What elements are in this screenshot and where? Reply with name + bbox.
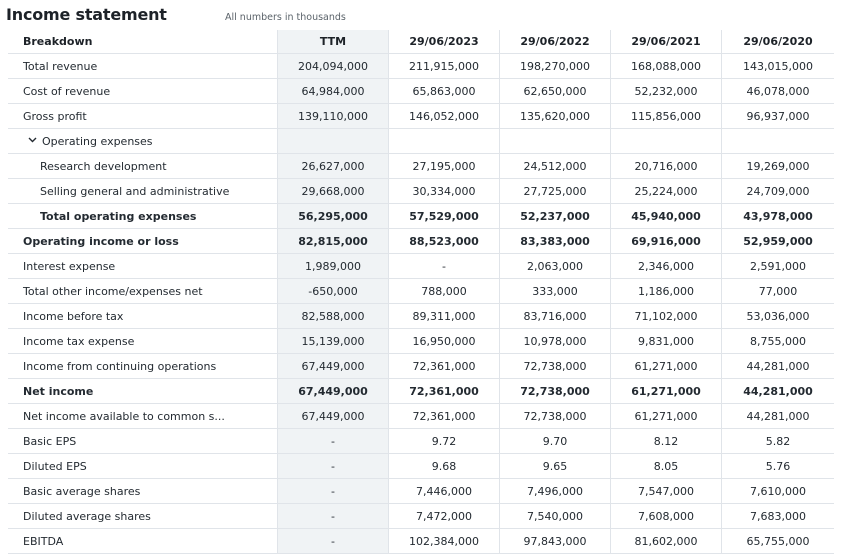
column-header-2022: 29/06/2022 — [500, 30, 611, 53]
value-cell: 43,978,000 — [743, 209, 813, 223]
value-cell: 65,863,000 — [389, 79, 500, 103]
value-cell: 1,989,000 — [278, 254, 389, 278]
value-cell: 8,755,000 — [750, 334, 806, 348]
value-cell: 7,472,000 — [389, 504, 500, 528]
table-row — [8, 79, 834, 104]
value-cell: 25,224,000 — [611, 179, 722, 203]
value-cell: 8.12 — [611, 429, 722, 453]
value-cell: 52,959,000 — [743, 234, 813, 248]
table-row — [8, 479, 834, 504]
value-cell: 83,383,000 — [500, 229, 611, 253]
value-cell: 81,602,000 — [611, 529, 722, 553]
row-label-text: Diluted average shares — [23, 509, 151, 523]
value-cell: 24,709,000 — [746, 184, 810, 198]
value-cell: 211,915,000 — [389, 54, 500, 78]
row-label — [8, 379, 278, 403]
value-cell: 5.82 — [765, 434, 791, 448]
chevron-down-icon[interactable] — [28, 136, 40, 146]
table-row — [8, 429, 834, 454]
table-row — [8, 529, 834, 554]
value-cell: 44,281,000 — [746, 409, 810, 423]
value-cell: 72,738,000 — [500, 379, 611, 403]
value-cell: - — [278, 454, 389, 478]
value-cell: 8.05 — [611, 454, 722, 478]
value-cell: 5.76 — [765, 459, 791, 473]
value-cell: - — [278, 529, 389, 553]
value-cell: 44,281,000 — [743, 384, 813, 398]
table-row[interactable] — [8, 129, 834, 154]
row-label — [8, 404, 278, 428]
value-cell: 61,271,000 — [611, 379, 722, 403]
value-cell: 89,311,000 — [389, 304, 500, 328]
row-label — [8, 429, 278, 453]
value-cell: 2,063,000 — [500, 254, 611, 278]
value-cell: 52,237,000 — [500, 204, 611, 228]
row-label-text: Operating expenses — [42, 134, 153, 148]
value-cell: 10,978,000 — [500, 329, 611, 353]
value-cell: 7,608,000 — [611, 504, 722, 528]
row-label — [8, 304, 278, 328]
value-cell: 27,725,000 — [500, 179, 611, 203]
value-cell: 143,015,000 — [743, 59, 813, 73]
value-cell: 9,831,000 — [611, 329, 722, 353]
value-cell: 16,950,000 — [389, 329, 500, 353]
table-row — [8, 454, 834, 479]
row-label-text: Net income — [23, 384, 94, 398]
table-row — [8, 504, 834, 529]
row-label[interactable] — [8, 129, 278, 153]
row-label — [8, 204, 278, 228]
value-cell: 83,716,000 — [500, 304, 611, 328]
row-label-text: Diluted EPS — [23, 459, 87, 473]
value-cell: 9.70 — [500, 429, 611, 453]
table-row — [8, 54, 834, 79]
row-label — [8, 454, 278, 478]
column-header-ttm: TTM — [278, 30, 389, 53]
value-cell: 72,738,000 — [500, 354, 611, 378]
column-header-2020: 29/06/2020 — [743, 35, 813, 48]
value-cell: 77,000 — [758, 284, 798, 298]
table-header-row — [8, 30, 834, 54]
value-cell: 45,940,000 — [611, 204, 722, 228]
row-label-text: Net income available to common s... — [23, 409, 225, 423]
value-cell: 7,496,000 — [500, 479, 611, 503]
value-cell: 204,094,000 — [278, 54, 389, 78]
units-note: All numbers in thousands — [225, 12, 346, 23]
row-label — [8, 529, 278, 553]
row-label — [8, 354, 278, 378]
value-cell: 7,610,000 — [750, 484, 806, 498]
row-label-text: Total other income/expenses net — [23, 284, 203, 298]
value-cell: 97,843,000 — [500, 529, 611, 553]
column-header-breakdown: Breakdown — [8, 30, 278, 53]
value-cell: - — [278, 504, 389, 528]
value-cell: 56,295,000 — [278, 204, 389, 228]
value-cell: 2,591,000 — [750, 259, 806, 273]
value-cell — [500, 129, 611, 153]
value-cell: 62,650,000 — [500, 79, 611, 103]
value-cell: 57,529,000 — [389, 204, 500, 228]
value-cell: 46,078,000 — [746, 84, 810, 98]
value-cell: 788,000 — [389, 279, 500, 303]
row-label-text: Cost of revenue — [23, 84, 111, 98]
value-cell: 20,716,000 — [611, 154, 722, 178]
value-cell — [389, 129, 500, 153]
value-cell: 139,110,000 — [278, 104, 389, 128]
value-cell: 19,269,000 — [746, 159, 810, 173]
row-label — [8, 479, 278, 503]
income-statement-table — [8, 30, 834, 554]
value-cell — [722, 129, 834, 153]
value-cell: 88,523,000 — [389, 229, 500, 253]
value-cell: 115,856,000 — [611, 104, 722, 128]
value-cell: - — [278, 429, 389, 453]
value-cell: 69,916,000 — [611, 229, 722, 253]
row-label-text: Total operating expenses — [40, 209, 197, 223]
value-cell: 72,361,000 — [389, 354, 500, 378]
value-cell: 2,346,000 — [611, 254, 722, 278]
value-cell: 9.68 — [389, 454, 500, 478]
table-row — [8, 229, 834, 254]
value-cell: 71,102,000 — [611, 304, 722, 328]
table-row — [8, 354, 834, 379]
value-cell: 29,668,000 — [278, 179, 389, 203]
value-cell: 64,984,000 — [278, 79, 389, 103]
row-label-text: Research development — [40, 159, 167, 173]
row-label — [8, 104, 278, 128]
value-cell: 7,547,000 — [611, 479, 722, 503]
page-header — [6, 0, 836, 30]
value-cell: 1,186,000 — [611, 279, 722, 303]
column-header-2021: 29/06/2021 — [611, 30, 722, 53]
page-title: Income statement — [6, 5, 167, 24]
row-label-text: Income from continuing operations — [23, 359, 217, 373]
value-cell: 7,683,000 — [750, 509, 806, 523]
row-label — [8, 154, 278, 178]
row-label — [8, 79, 278, 103]
value-cell: -650,000 — [278, 279, 389, 303]
value-cell: 82,588,000 — [278, 304, 389, 328]
value-cell: 9.65 — [500, 454, 611, 478]
table-row — [8, 154, 834, 179]
value-cell: 72,361,000 — [389, 404, 500, 428]
row-label-text: Income before tax — [23, 309, 124, 323]
value-cell: 27,195,000 — [389, 154, 500, 178]
table-row — [8, 404, 834, 429]
value-cell: 44,281,000 — [746, 359, 810, 373]
column-header-2023: 29/06/2023 — [389, 30, 500, 53]
table-row — [8, 204, 834, 229]
value-cell — [278, 129, 389, 153]
row-label — [8, 179, 278, 203]
value-cell: 102,384,000 — [389, 529, 500, 553]
value-cell: 65,755,000 — [746, 534, 810, 548]
value-cell: 135,620,000 — [500, 104, 611, 128]
value-cell: 82,815,000 — [278, 229, 389, 253]
value-cell: 67,449,000 — [278, 404, 389, 428]
value-cell: 53,036,000 — [746, 309, 810, 323]
table-row — [8, 179, 834, 204]
row-label-text: Selling general and administrative — [40, 184, 230, 198]
row-label — [8, 279, 278, 303]
row-label-text: Interest expense — [23, 259, 116, 273]
value-cell — [611, 129, 722, 153]
value-cell: 7,540,000 — [500, 504, 611, 528]
value-cell: - — [278, 479, 389, 503]
value-cell: 72,738,000 — [500, 404, 611, 428]
table-row — [8, 329, 834, 354]
row-label — [8, 504, 278, 528]
table-row — [8, 304, 834, 329]
value-cell: 333,000 — [500, 279, 611, 303]
row-label-text: Gross profit — [23, 109, 87, 123]
value-cell: 67,449,000 — [278, 379, 389, 403]
row-label — [8, 229, 278, 253]
value-cell: 168,088,000 — [611, 54, 722, 78]
row-label-text: Basic average shares — [23, 484, 141, 498]
value-cell: 96,937,000 — [746, 109, 810, 123]
row-label-text: Income tax expense — [23, 334, 135, 348]
row-label — [8, 54, 278, 78]
table-row — [8, 104, 834, 129]
value-cell: 61,271,000 — [611, 354, 722, 378]
row-label-text: Total revenue — [23, 59, 98, 73]
value-cell: 7,446,000 — [389, 479, 500, 503]
row-label-text: Basic EPS — [23, 434, 77, 448]
value-cell: 26,627,000 — [278, 154, 389, 178]
value-cell: 61,271,000 — [611, 404, 722, 428]
value-cell: 198,270,000 — [500, 54, 611, 78]
value-cell: 72,361,000 — [389, 379, 500, 403]
value-cell: 146,052,000 — [389, 104, 500, 128]
value-cell: 9.72 — [389, 429, 500, 453]
row-label — [8, 254, 278, 278]
value-cell: 52,232,000 — [611, 79, 722, 103]
value-cell: 15,139,000 — [278, 329, 389, 353]
table-row — [8, 379, 834, 404]
row-label — [8, 329, 278, 353]
table-row — [8, 279, 834, 304]
value-cell: 30,334,000 — [389, 179, 500, 203]
value-cell: - — [389, 254, 500, 278]
row-label-text: Operating income or loss — [23, 234, 179, 248]
table-row — [8, 254, 834, 279]
value-cell: 24,512,000 — [500, 154, 611, 178]
value-cell: 67,449,000 — [278, 354, 389, 378]
row-label-text: EBITDA — [23, 534, 64, 548]
